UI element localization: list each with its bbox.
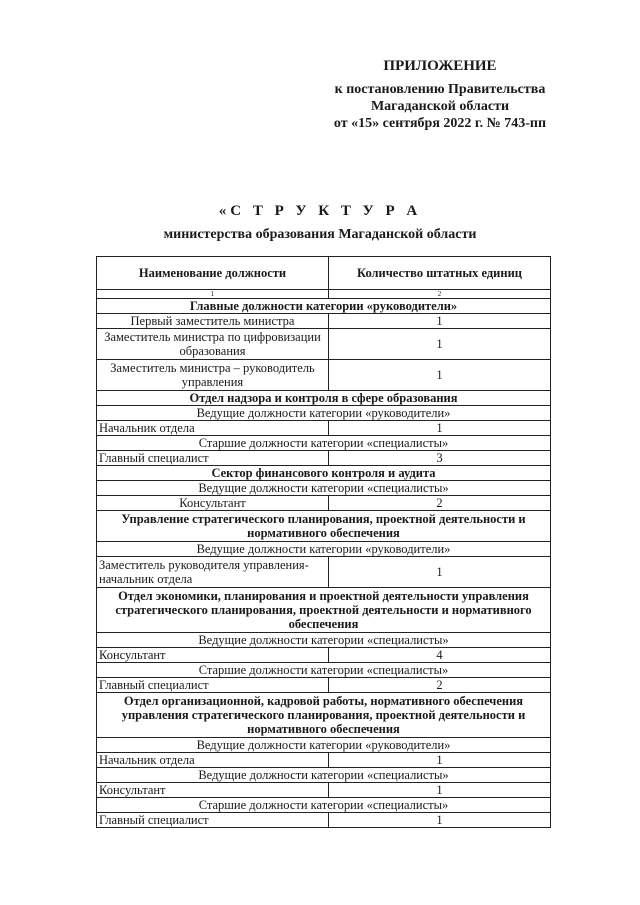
structure-table bbox=[96, 256, 551, 828]
section-heading: Отдел организационной, кадровой работы, нормативного обеспечения управления стратегического планирования, проектной деятельности и нормативного обеспечения bbox=[97, 693, 551, 738]
table-row bbox=[97, 753, 551, 768]
section-row bbox=[97, 511, 551, 542]
table-row bbox=[97, 314, 551, 329]
section-row bbox=[97, 391, 551, 406]
section-heading: Управление стратегического планирования, проектной деятельности и нормативного обеспечения bbox=[97, 511, 551, 542]
category-heading: Ведущие должности категории «руководители» bbox=[97, 542, 551, 557]
staff-count: 1 bbox=[329, 314, 551, 329]
table-body bbox=[97, 299, 551, 828]
document-title bbox=[90, 202, 550, 244]
table-row bbox=[97, 557, 551, 588]
section-row bbox=[97, 466, 551, 481]
header-staff-count: Количество штатных единиц bbox=[329, 257, 551, 290]
table-row bbox=[97, 496, 551, 511]
category-heading: Ведущие должности категории «специалисты» bbox=[97, 481, 551, 496]
category-heading: Ведущие должности категории «специалисты» bbox=[97, 633, 551, 648]
staff-count: 1 bbox=[329, 329, 551, 360]
section-row bbox=[97, 588, 551, 633]
category-row bbox=[97, 406, 551, 421]
staff-count: 1 bbox=[329, 783, 551, 798]
position-name: Заместитель руководителя управления-начальник отдела bbox=[97, 557, 329, 588]
staff-count: 1 bbox=[329, 421, 551, 436]
category-row bbox=[97, 481, 551, 496]
category-row bbox=[97, 798, 551, 813]
position-name: Начальник отдела bbox=[97, 753, 329, 768]
appendix-line-1: к постановлению Правительства bbox=[334, 82, 546, 97]
position-name: Консультант bbox=[97, 783, 329, 798]
position-name: Заместитель министра по цифровизации образования bbox=[97, 329, 329, 360]
title-line-1: «С Т Р У К Т У Р А bbox=[218, 203, 422, 219]
category-heading: Старшие должности категории «специалисты» bbox=[97, 663, 551, 678]
appendix-line-3: от «15» сентября 2022 г. № 743-пп bbox=[333, 116, 547, 131]
staff-count: 1 bbox=[329, 557, 551, 588]
category-row bbox=[97, 436, 551, 451]
category-heading: Старшие должности категории «специалисты» bbox=[97, 436, 551, 451]
staff-count: 1 bbox=[329, 813, 551, 828]
category-row bbox=[97, 738, 551, 753]
title-line-2: министерства образования Магаданской области bbox=[163, 227, 477, 242]
staff-count: 3 bbox=[329, 451, 551, 466]
category-row bbox=[97, 633, 551, 648]
category-heading: Ведущие должности категории «руководители» bbox=[97, 406, 551, 421]
staff-count: 1 bbox=[329, 753, 551, 768]
table-row bbox=[97, 360, 551, 391]
section-heading: Отдел надзора и контроля в сфере образования bbox=[97, 391, 551, 406]
section-heading: Отдел экономики, планирования и проектной деятельности управления стратегического планирования, проектной деятельности и нормативного обеспечения bbox=[97, 588, 551, 633]
staff-count: 2 bbox=[329, 678, 551, 693]
position-name: Консультант bbox=[97, 496, 329, 511]
category-heading: Старшие должности категории «специалисты» bbox=[97, 798, 551, 813]
category-row bbox=[97, 542, 551, 557]
staff-count: 4 bbox=[329, 648, 551, 663]
section-row bbox=[97, 299, 551, 314]
position-name: Заместитель министра – руководитель управления bbox=[97, 360, 329, 391]
category-heading: Ведущие должности категории «руководители» bbox=[97, 738, 551, 753]
position-name: Первый заместитель министра bbox=[97, 314, 329, 329]
staff-count: 1 bbox=[329, 360, 551, 391]
category-heading: Ведущие должности категории «специалисты» bbox=[97, 768, 551, 783]
section-heading: Сектор финансового контроля и аудита bbox=[97, 466, 551, 481]
section-heading: Главные должности категории «руководители» bbox=[97, 299, 551, 314]
table-row bbox=[97, 329, 551, 360]
category-row bbox=[97, 663, 551, 678]
table-row bbox=[97, 421, 551, 436]
section-row bbox=[97, 693, 551, 738]
staff-count: 2 bbox=[329, 496, 551, 511]
appendix-line-2: Магаданской области bbox=[370, 99, 510, 114]
position-name: Главный специалист bbox=[97, 813, 329, 828]
table-row bbox=[97, 678, 551, 693]
appendix-heading: ПРИЛОЖЕНИЕ bbox=[383, 58, 497, 74]
table-row bbox=[97, 648, 551, 663]
table-row bbox=[97, 451, 551, 466]
column-number-1: 1 bbox=[97, 290, 329, 299]
header-position-name: Наименование должности bbox=[97, 257, 329, 290]
table-row bbox=[97, 813, 551, 828]
position-name: Консультант bbox=[97, 648, 329, 663]
position-name: Главный специалист bbox=[97, 451, 329, 466]
category-row bbox=[97, 768, 551, 783]
position-name: Главный специалист bbox=[97, 678, 329, 693]
column-number-2: 2 bbox=[329, 290, 551, 299]
appendix-block bbox=[300, 58, 580, 132]
table-row bbox=[97, 783, 551, 798]
position-name: Начальник отдела bbox=[97, 421, 329, 436]
